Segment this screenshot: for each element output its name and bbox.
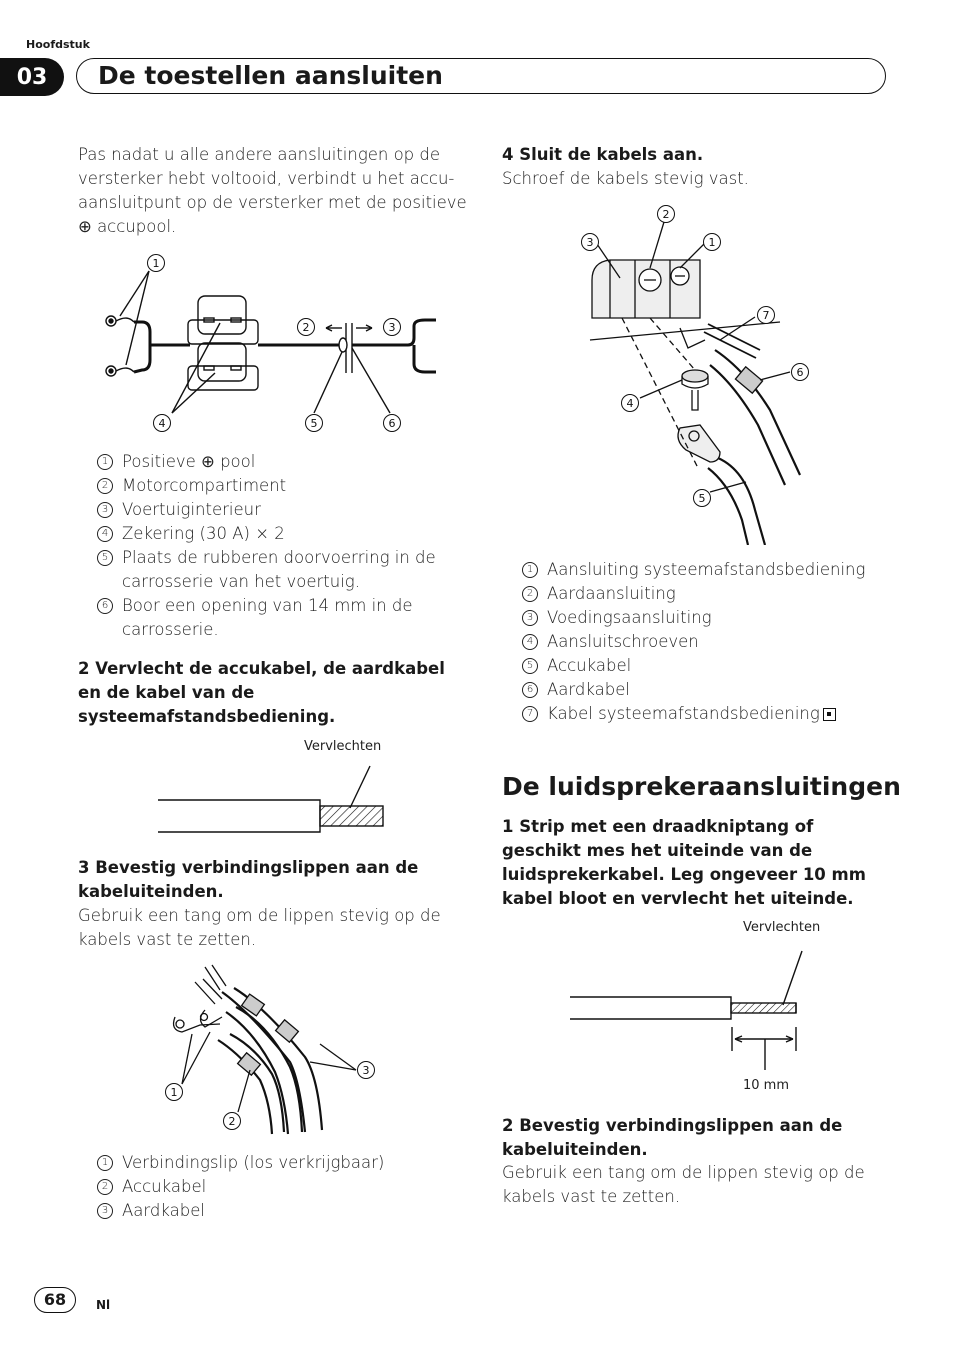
- fig1-callout-6: 6: [388, 417, 396, 430]
- language-code: Nl: [96, 1298, 111, 1312]
- fig3-callout-1: 1: [170, 1086, 178, 1099]
- legend-item: 3 Voertuiginterieur: [77, 498, 472, 522]
- step4-title: 4 Sluit de kabels aan.: [502, 145, 704, 164]
- fig5-dimension: 10 mm: [743, 1078, 790, 1093]
- chapter-title: De toestellen aansluiten: [98, 61, 443, 90]
- legend-item: 5 Accukabel: [502, 654, 897, 678]
- fig4-callout-5: 5: [698, 492, 706, 505]
- chapter-label: Hoofdstuk: [26, 38, 90, 51]
- legend-item: 5 Plaats de rubberen doorvoerring in de carrosserie van het voertuig.: [77, 546, 472, 594]
- crimp-lugs-diagram: [160, 962, 390, 1142]
- fig1-callout-5: 5: [310, 417, 318, 430]
- fig5-label: Vervlechten: [743, 920, 821, 935]
- end-mark-icon: [823, 708, 836, 721]
- fig4-callout-6: 6: [796, 366, 804, 379]
- page-number: 68: [34, 1287, 76, 1313]
- legend-item: 3 Voedingsaansluiting: [502, 606, 897, 630]
- step3-title: 3 Bevestig verbindingslippen aan de kabeluiteinden.: [78, 858, 419, 901]
- fig3-callout-2: 2: [228, 1115, 236, 1128]
- step2-title: 2 Vervlecht de accukabel, de aardkabel en de kabel van de systeemafstandsbediening.: [78, 659, 445, 726]
- fig1-callout-4: 4: [158, 417, 166, 430]
- speaker-step2-title: 2 Bevestig verbindingslippen aan de kabeluiteinden.: [502, 1116, 843, 1159]
- fig4-callout-1: 1: [708, 236, 716, 249]
- fig4-callout-2: 2: [662, 208, 670, 221]
- battery-wiring-diagram: [80, 248, 460, 438]
- section-title: De luidsprekeraansluitingen: [502, 772, 901, 801]
- legend-item: 1 Verbindingslip (los verkrijgbaar): [77, 1151, 472, 1175]
- fig4-callout-3: 3: [586, 236, 594, 249]
- legend-item: 2 Motorcompartiment: [77, 474, 472, 498]
- step3-body: Gebruik een tang om de lippen stevig op de kabels vast te zetten.: [78, 906, 441, 949]
- fig1-callout-2: 2: [302, 321, 310, 334]
- twisted-wire-diagram: [150, 760, 390, 840]
- legend-item: 3 Aardkabel: [77, 1199, 472, 1223]
- chapter-number: 03: [0, 58, 64, 96]
- legend-item: 4 Aansluitschroeven: [502, 630, 897, 654]
- legend-item: 7 Kabel systeemafstandsbediening: [502, 702, 897, 726]
- fig4-callout-7: 7: [762, 309, 770, 322]
- legend-item: 2 Aardaansluiting: [502, 582, 897, 606]
- fig1-callout-1: 1: [152, 257, 160, 270]
- speaker-step1-title: 1 Strip met een draadkniptang of geschikt mes het uiteinde van de luidsprekerkabel. Leg ongeveer 10 mm kabel bloot en vervlecht het uiteinde.: [502, 817, 866, 908]
- fig1-callout-3: 3: [388, 321, 396, 334]
- legend-item: 2 Accukabel: [77, 1175, 472, 1199]
- fig2-label: Vervlechten: [304, 739, 382, 754]
- terminal-block-diagram: [570, 200, 830, 545]
- legend-item: 1 Positieve ⊕ pool: [77, 450, 472, 474]
- fig4-legend: [502, 558, 897, 726]
- step4-body: Schroef de kabels stevig vast.: [502, 169, 749, 188]
- fig3-legend: [77, 1151, 472, 1223]
- fig1-legend: [77, 450, 472, 642]
- legend-item: 1 Aansluiting systeemafstandsbediening: [502, 558, 897, 582]
- fig4-callout-4: 4: [626, 397, 634, 410]
- intro-paragraph: Pas nadat u alle andere aansluitingen op de versterker hebt voltooid, verbindt u het accu-aansluitpunt op de versterker met de positieve ⊕ accupool.: [78, 145, 467, 236]
- legend-item: 6 Boor een opening van 14 mm in de carrosserie.: [77, 594, 472, 642]
- legend-item: 4 Zekering (30 A) × 2: [77, 522, 472, 546]
- fig3-callout-3: 3: [362, 1064, 370, 1077]
- speaker-wire-diagram: [565, 945, 810, 1070]
- legend-item: 6 Aardkabel: [502, 678, 897, 702]
- speaker-step2-body: Gebruik een tang om de lippen stevig op de kabels vast te zetten.: [502, 1163, 865, 1206]
